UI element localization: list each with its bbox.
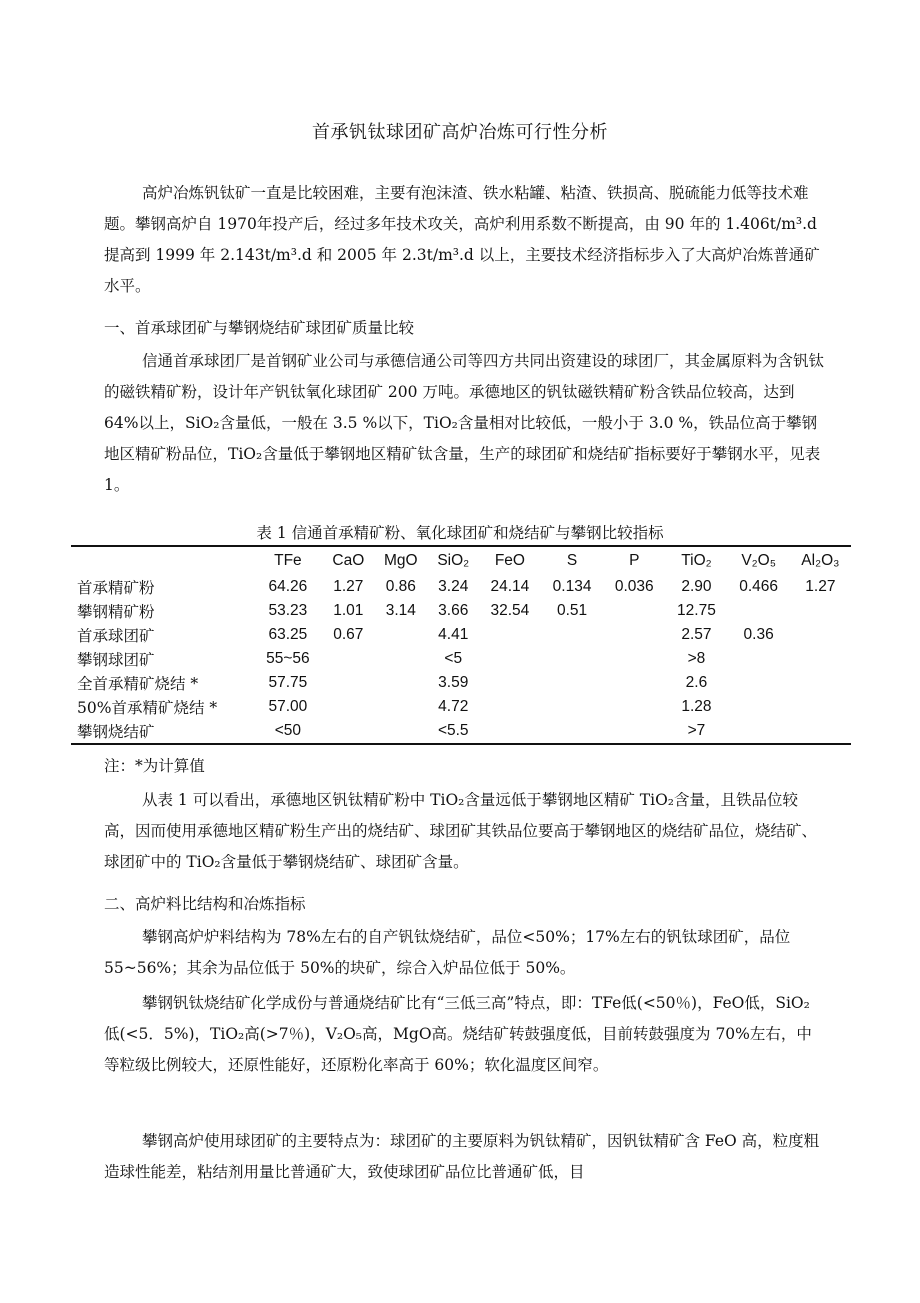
row-label: 攀钢烧结矿 bbox=[77, 723, 155, 741]
table-cell bbox=[541, 647, 603, 671]
table-row bbox=[71, 599, 851, 623]
row-label: 攀钢精矿粉 bbox=[77, 603, 155, 621]
header-cell: MgO bbox=[384, 552, 418, 569]
header-cell: CaO bbox=[332, 552, 365, 569]
header-cell: TFe bbox=[274, 552, 302, 569]
table-cell bbox=[728, 647, 790, 671]
table-row bbox=[71, 695, 851, 719]
table-cell bbox=[728, 695, 790, 719]
table-cell: 3.59 bbox=[438, 674, 469, 691]
section-2-heading: 二、高炉料比结构和冶炼指标 bbox=[104, 895, 306, 913]
table-cell bbox=[603, 671, 665, 695]
table-cell bbox=[374, 695, 428, 719]
header-cell: SiO₂ bbox=[437, 552, 470, 569]
table-cell: 0.036 bbox=[614, 578, 654, 595]
header-cell: V₂O₅ bbox=[741, 552, 776, 569]
table-cell: 1.27 bbox=[333, 578, 364, 595]
table-cell: 1.28 bbox=[681, 698, 712, 715]
table-cell bbox=[603, 719, 665, 744]
table-cell: 3.66 bbox=[438, 602, 469, 619]
table-cell bbox=[323, 647, 374, 671]
header-cell: FeO bbox=[494, 552, 525, 569]
table-note: 注：*为计算值 bbox=[104, 757, 205, 775]
row-label: 50%首承精矿烧结 * bbox=[77, 699, 218, 717]
page-title: 首承钒钛球团矿高炉冶炼可行性分析 bbox=[312, 122, 608, 143]
table-cell: 0.134 bbox=[552, 578, 592, 595]
table-row bbox=[71, 623, 851, 647]
comparison-table bbox=[71, 545, 851, 745]
table-cell: 64.26 bbox=[268, 578, 308, 595]
table-row bbox=[71, 647, 851, 671]
table-cell: 53.23 bbox=[268, 602, 308, 619]
table-cell bbox=[541, 695, 603, 719]
header-cell: Al₂O₃ bbox=[801, 552, 840, 569]
table-cell bbox=[479, 719, 541, 744]
table-cell bbox=[374, 671, 428, 695]
table-cell: 57.75 bbox=[268, 674, 308, 691]
row-label: 首承球团矿 bbox=[77, 627, 155, 645]
table-cell: 24.14 bbox=[490, 578, 530, 595]
table-cell bbox=[479, 647, 541, 671]
section-2-paragraph-3: 攀钢高炉使用球团矿的主要特点为：球团矿的主要原料为钒钛精矿，因钒钛精矿含 FeO 高，粒度粗造球性能差，粘结剂用量比普通矿大，致使球团矿品位比普通矿低，目 bbox=[104, 1132, 820, 1181]
header-cell: TiO₂ bbox=[681, 552, 712, 569]
table-cell bbox=[479, 695, 541, 719]
table-cell bbox=[323, 671, 374, 695]
table-cell: 1.27 bbox=[805, 578, 836, 595]
table-cell: 4.72 bbox=[438, 698, 469, 715]
table-cell bbox=[603, 647, 665, 671]
table-cell: >7 bbox=[687, 722, 706, 739]
table-cell bbox=[603, 623, 665, 647]
section-2-paragraph-2: 攀钢钒钛烧结矿化学成份与普通烧结矿比有“三低三高”特点，即：TFe低(<50％)，FeO低，SiO₂低(<5．5%)，TiO₂高(>7％)，V₂O₅高，MgO高。烧结矿转鼓强度低，目前转鼓强度为 70%左右，中等粒级比例较大，还原性能好，还原粉化率高于 60%；软化温度区间窄。 bbox=[104, 994, 812, 1074]
table-cell bbox=[479, 671, 541, 695]
table-caption: 表 1 信通首承精矿粉、氧化球团矿和烧结矿与攀钢比较指标 bbox=[256, 524, 664, 542]
table-cell bbox=[790, 623, 851, 647]
section-1-heading: 一、首承球团矿与攀钢烧结矿球团矿质量比较 bbox=[104, 319, 415, 337]
table-cell bbox=[541, 671, 603, 695]
table-cell bbox=[374, 647, 428, 671]
table-cell: 0.51 bbox=[556, 602, 588, 619]
table-cell bbox=[541, 623, 603, 647]
table-cell bbox=[374, 719, 428, 744]
table-cell bbox=[323, 695, 374, 719]
table-cell: 0.67 bbox=[333, 626, 364, 643]
header-cell: P bbox=[629, 552, 640, 569]
table-cell: 2.57 bbox=[681, 626, 712, 643]
table-cell: 3.14 bbox=[385, 602, 416, 619]
table-cell bbox=[603, 695, 665, 719]
table-cell bbox=[790, 599, 851, 623]
table-cell: 2.90 bbox=[681, 578, 712, 595]
table-cell: 0.86 bbox=[385, 578, 416, 595]
table-header-row bbox=[71, 546, 851, 575]
table-cell: 63.25 bbox=[268, 626, 308, 643]
table-cell: 12.75 bbox=[677, 602, 716, 619]
table-row bbox=[71, 719, 851, 744]
table-cell bbox=[479, 623, 541, 647]
row-label: 全首承精矿烧结 * bbox=[77, 675, 199, 693]
header-cell: S bbox=[566, 552, 578, 569]
table-row bbox=[71, 671, 851, 695]
table-cell: 57.00 bbox=[268, 698, 308, 715]
table-cell bbox=[728, 719, 790, 744]
table-cell: 2.6 bbox=[685, 674, 708, 691]
table-cell bbox=[323, 719, 374, 744]
row-label: 首承精矿粉 bbox=[77, 579, 155, 597]
table-cell: 4.41 bbox=[438, 626, 469, 643]
table-cell: <5.5 bbox=[437, 722, 469, 739]
table-cell: <50 bbox=[274, 722, 302, 739]
table-cell bbox=[728, 599, 790, 623]
table-cell bbox=[790, 647, 851, 671]
table-cell bbox=[790, 695, 851, 719]
section-2-paragraph-1: 攀钢高炉炉料结构为 78%左右的自产钒钛烧结矿，品位<50%；17%左右的钒钛球团矿，品位 55~56%；其余为品位低于 50%的块矿，综合入炉品位低于 50%。 bbox=[104, 928, 791, 977]
table-cell bbox=[603, 599, 665, 623]
table-cell: >8 bbox=[687, 650, 706, 667]
table-cell bbox=[728, 671, 790, 695]
analysis-paragraph: 从表 1 可以看出，承德地区钒钛精矿粉中 TiO₂含量远低于攀钢地区精矿 TiO₂含量，且铁品位较高，因而使用承德地区精矿粉生产出的烧结矿、球团矿其铁品位要高于攀钢地区的烧结矿品位，烧结矿、球团矿中的 TiO₂含量低于攀钢烧结矿、球团矿含量。 bbox=[104, 791, 818, 871]
section-1-paragraph: 信通首承球团厂是首钢矿业公司与承德信通公司等四方共同出资建设的球团厂，其金属原料为含钒钛的磁铁精矿粉，设计年产钒钛氧化球团矿 200 万吨。承德地区的钒钛磁铁精矿粉含铁品位较高，达到 64%以上，SiO₂含量低，一般在 3.5 %以下，TiO₂含量相对比较低，一般小于 3.0 %，铁品位高于攀钢地区精矿粉品位，TiO₂含量低于攀钢地区精矿钛含量，生产的球团矿和烧结矿指标要好于攀钢水平，见表 1。 bbox=[104, 352, 825, 494]
table-cell: <5 bbox=[444, 650, 463, 667]
table-cell: 1.01 bbox=[333, 602, 364, 619]
intro-paragraph: 高炉冶炼钒钛矿一直是比较困难，主要有泡沫渣、铁水粘罐、粘渣、铁损高、脱硫能力低等技术难题。攀钢高炉自 1970年投产后，经过多年技术攻关，高炉利用系数不断提高，由 90 年的 1.406t/m³.d 提高到 1999 年 2.143t/m³.d 和 2005 年 2.3t/m³.d 以上，主要技术经济指标步入了大高炉冶炼普通矿水平。 bbox=[104, 184, 820, 295]
table-cell bbox=[374, 623, 428, 647]
table-cell bbox=[541, 719, 603, 744]
table-cell bbox=[790, 719, 851, 744]
table-row bbox=[71, 575, 851, 599]
header-cell bbox=[71, 546, 253, 575]
table-cell: 0.466 bbox=[739, 578, 779, 595]
table-cell: 3.24 bbox=[438, 578, 469, 595]
table-cell: 0.36 bbox=[743, 626, 774, 643]
table-cell: 55~56 bbox=[266, 650, 310, 667]
table-cell: 32.54 bbox=[490, 602, 530, 619]
table-cell bbox=[790, 671, 851, 695]
row-label: 攀钢球团矿 bbox=[77, 651, 155, 669]
